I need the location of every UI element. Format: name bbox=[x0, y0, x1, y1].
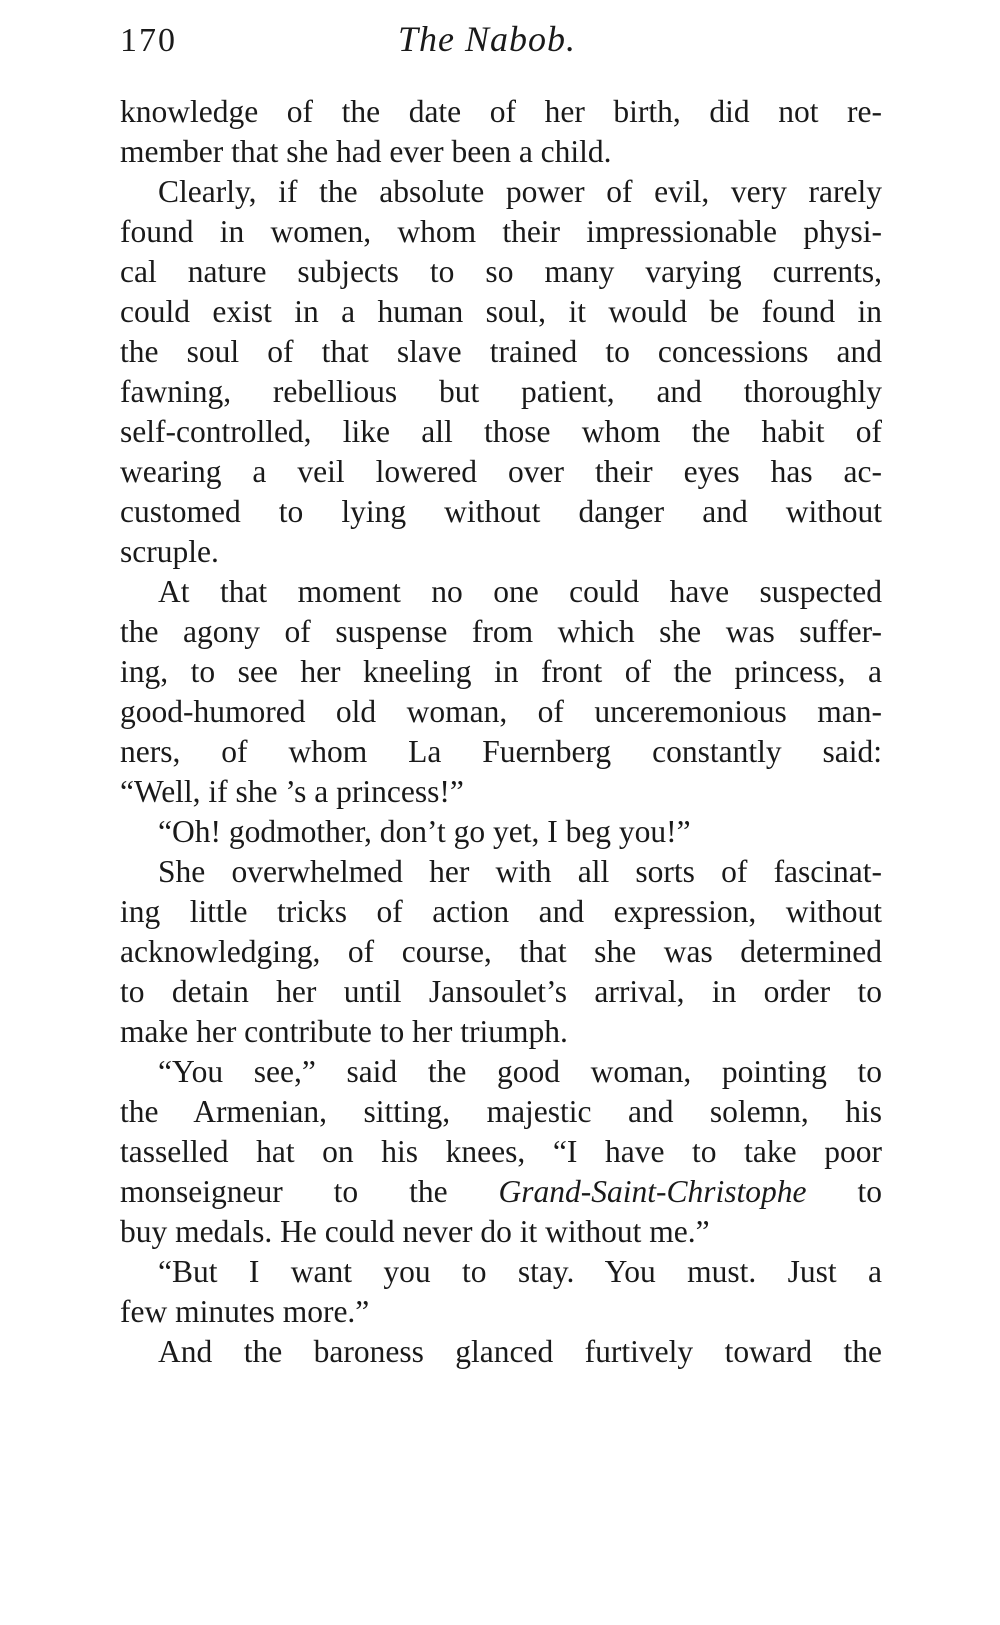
page-number: 170 bbox=[120, 22, 177, 59]
paragraph bbox=[120, 852, 882, 1052]
text-line: to detain her until Jansoulet’s arrival, in order to bbox=[120, 974, 882, 1009]
text-fragment: to bbox=[806, 1174, 882, 1209]
italic-place-name: Grand-Saint-Christophe bbox=[498, 1174, 807, 1209]
text-line: could exist in a human soul, it would be found in bbox=[120, 294, 882, 329]
text-line: Clearly, if the absolute power of evil, very rarely bbox=[158, 174, 882, 209]
text-line: “Oh! godmother, don’t go yet, I beg you!” bbox=[158, 814, 691, 849]
paragraph bbox=[120, 92, 882, 172]
text-line: “But I want you to stay. You must. Just a bbox=[158, 1254, 882, 1289]
text-line: knowledge of the date of her birth, did not re- bbox=[120, 94, 882, 129]
text-line: the Armenian, sitting, majestic and solemn, his bbox=[120, 1094, 882, 1129]
text-line: make her contribute to her triumph. bbox=[120, 1014, 568, 1049]
text-line: ing little tricks of action and expression, without bbox=[120, 894, 882, 929]
text-line: And the baroness glanced furtively toward the bbox=[158, 1334, 882, 1369]
text-line bbox=[120, 1172, 882, 1212]
text-line: fawning, rebellious but patient, and thoroughly bbox=[120, 374, 882, 409]
running-head bbox=[120, 14, 882, 76]
paragraph bbox=[120, 572, 882, 812]
paragraph bbox=[120, 1252, 882, 1332]
text-line: few minutes more.” bbox=[120, 1294, 370, 1329]
text-line: “You see,” said the good woman, pointing to bbox=[158, 1054, 882, 1089]
text-line: the soul of that slave trained to concessions and bbox=[120, 334, 882, 369]
text-line: buy medals. He could never do it without me.” bbox=[120, 1214, 710, 1249]
text-line: acknowledging, of course, that she was determined bbox=[120, 934, 882, 969]
paragraph bbox=[120, 1332, 882, 1372]
text-line: ing, to see her kneeling in front of the princess, a bbox=[120, 654, 882, 689]
text-line: She overwhelmed her with all sorts of fascinat- bbox=[158, 854, 882, 889]
text-line: cal nature subjects to so many varying currents, bbox=[120, 254, 882, 289]
text-line: At that moment no one could have suspected bbox=[158, 574, 882, 609]
book-page bbox=[120, 14, 882, 1372]
running-title: The Nabob. bbox=[398, 19, 577, 59]
body-text bbox=[120, 92, 882, 1372]
text-line: the agony of suspense from which she was suffer- bbox=[120, 614, 882, 649]
paragraph bbox=[120, 1052, 882, 1252]
text-line: customed to lying without danger and without bbox=[120, 494, 882, 529]
text-line: found in women, whom their impressionable physi- bbox=[120, 214, 882, 249]
text-line: self-controlled, like all those whom the habit of bbox=[120, 414, 882, 449]
text-line: ners, of whom La Fuernberg constantly said: bbox=[120, 734, 882, 769]
text-line: good-humored old woman, of unceremonious man- bbox=[120, 694, 882, 729]
text-fragment: monseigneur to the bbox=[120, 1174, 499, 1209]
paragraph bbox=[120, 172, 882, 572]
text-line: “Well, if she ’s a princess!” bbox=[120, 774, 464, 809]
text-line: wearing a veil lowered over their eyes has ac- bbox=[120, 454, 882, 489]
text-line: member that she had ever been a child. bbox=[120, 134, 612, 169]
text-line: tasselled hat on his knees, “I have to take poor bbox=[120, 1134, 882, 1169]
text-line: scruple. bbox=[120, 534, 219, 569]
paragraph bbox=[120, 812, 882, 852]
